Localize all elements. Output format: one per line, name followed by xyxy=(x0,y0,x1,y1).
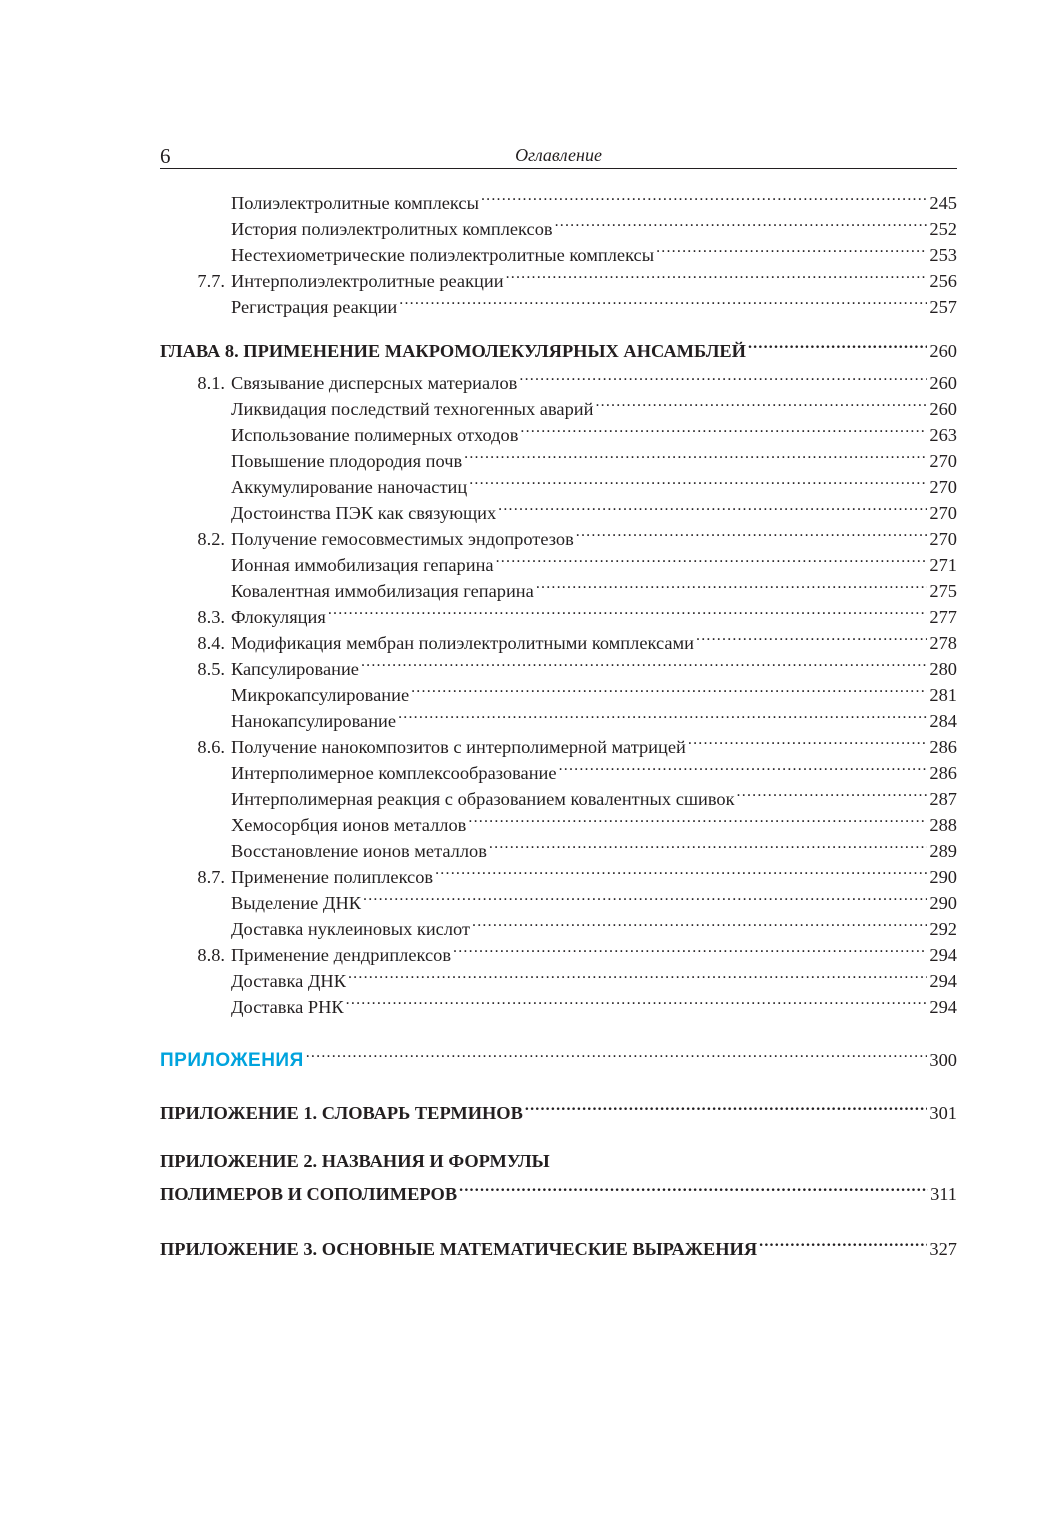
toc-appendices[interactable] xyxy=(160,1040,957,1071)
toc-entry-title: Использование полимерных отходов xyxy=(231,425,519,445)
dot-leader xyxy=(348,961,927,987)
dot-leader xyxy=(468,805,927,831)
toc-entry-page: 286 xyxy=(929,763,957,783)
toc-entry-number: 8.6. xyxy=(197,737,225,757)
toc-entry-title: Доставка нуклеиновых кислот xyxy=(231,919,471,939)
toc-entry-title: Полиэлектролитные комплексы xyxy=(231,193,479,213)
dot-leader xyxy=(656,235,927,261)
toc-entry-page: 280 xyxy=(929,659,957,679)
toc-entry-page: 300 xyxy=(929,1050,957,1070)
toc-entry-title: Микрокапсулирование xyxy=(231,685,410,705)
dot-leader xyxy=(469,467,927,493)
toc-entry-title: Ликвидация последствий техногенных аварий xyxy=(231,399,594,419)
dot-leader xyxy=(306,1040,928,1066)
toc-section-7-continued xyxy=(160,183,957,317)
toc-entry-title: Аккумулирование наночастиц xyxy=(231,477,468,497)
toc-entry-title: Доставка ДНК xyxy=(231,971,346,991)
toc-chapter-8[interactable] xyxy=(160,331,957,361)
toc-entry-page: 289 xyxy=(929,841,957,861)
dot-leader xyxy=(453,935,927,961)
toc-entry-number: 8.4. xyxy=(197,633,225,653)
toc-entry-page: 275 xyxy=(929,581,957,601)
toc-entry-title: ПРИЛОЖЕНИЯ xyxy=(160,1050,304,1071)
running-title: Оглавление xyxy=(515,145,602,165)
toc-entry-title: Связывание дисперсных материалов xyxy=(231,373,518,393)
toc-appendix-1[interactable] xyxy=(160,1093,957,1123)
toc-entry-title: Нестехиометрические полиэлектролитные комплексы xyxy=(231,245,655,265)
dot-leader xyxy=(498,493,927,519)
toc-entry-title: Хемосорбция ионов металлов xyxy=(231,815,467,835)
dot-leader xyxy=(399,287,927,313)
dot-leader xyxy=(748,331,927,357)
toc-entry-page: 290 xyxy=(929,867,957,887)
toc-entry-page: 281 xyxy=(929,685,957,705)
toc-entry-page: 271 xyxy=(929,555,957,575)
toc-entry-title: Применение полиплексов xyxy=(231,867,434,887)
dot-leader xyxy=(759,1229,927,1255)
toc-entry-page: 294 xyxy=(929,971,957,991)
toc-entry-title: Получение гемосовместимых эндопротезов xyxy=(231,529,574,549)
toc-entry-number: 8.8. xyxy=(197,945,225,965)
toc-subsection-entry[interactable] xyxy=(160,183,957,213)
dot-leader xyxy=(361,649,927,675)
dot-leader xyxy=(363,883,927,909)
toc-chapter-8-sections xyxy=(160,363,957,1017)
dot-leader xyxy=(346,987,928,1013)
toc-entry-title: Доставка РНК xyxy=(231,997,344,1017)
toc-entry-number: 8.1. xyxy=(197,373,225,393)
dot-leader xyxy=(559,753,928,779)
toc-entry-number: 8.3. xyxy=(197,607,225,627)
toc-entry-number: 8.7. xyxy=(197,867,225,887)
toc-entry-title: ПРИЛОЖЕНИЕ 1. СЛОВАРЬ ТЕРМИНОВ xyxy=(160,1103,523,1123)
toc-entry-page: 270 xyxy=(929,451,957,471)
dot-leader xyxy=(555,209,928,235)
toc-entry-title: Повышение плодородия почв xyxy=(231,451,463,471)
page-header xyxy=(160,142,957,169)
toc-entry-page: 294 xyxy=(929,945,957,965)
toc-entry-page: 260 xyxy=(929,399,957,419)
toc-entry-page: 270 xyxy=(929,529,957,549)
page-number: 6 xyxy=(160,144,171,168)
toc-appendix-2[interactable] xyxy=(160,1148,957,1204)
toc-entry-number: 8.5. xyxy=(197,659,225,679)
dot-leader xyxy=(328,597,928,623)
toc-entry-title: ГЛАВА 8. ПРИМЕНЕНИЕ МАКРОМОЛЕКУЛЯРНЫХ АНСАМБЛЕЙ xyxy=(160,341,746,361)
toc-entry-page: 287 xyxy=(929,789,957,809)
toc-entry-title: Выделение ДНК xyxy=(231,893,362,913)
dot-leader xyxy=(464,441,927,467)
dot-leader xyxy=(481,183,927,209)
dot-leader xyxy=(411,675,927,701)
dot-leader xyxy=(576,519,928,545)
toc-entry-page: 327 xyxy=(929,1239,957,1259)
toc-appendix-3[interactable] xyxy=(160,1229,957,1259)
toc-entry-page: 290 xyxy=(929,893,957,913)
toc-entry-page: 294 xyxy=(929,997,957,1017)
dot-leader xyxy=(435,857,927,883)
toc-entry-page: 284 xyxy=(929,711,957,731)
toc-entry-title: История полиэлектролитных комплексов xyxy=(231,219,553,239)
toc-entry-title: Интерполиэлектролитные реакции xyxy=(231,271,504,291)
dot-leader xyxy=(525,1093,928,1119)
toc-entry-number: 7.7. xyxy=(197,271,225,291)
toc-entry-title-line-1: ПРИЛОЖЕНИЕ 2. НАЗВАНИЯ И ФОРМУЛЫ xyxy=(160,1151,550,1171)
toc-entry-title: Достоинства ПЭК как связующих xyxy=(231,503,497,523)
dot-leader xyxy=(398,701,927,727)
toc-entry-page: 301 xyxy=(929,1103,957,1123)
toc-entry-title: Восстановление ионов металлов xyxy=(231,841,487,861)
toc-entry-title: Применение дендриплексов xyxy=(231,945,452,965)
dot-leader xyxy=(506,261,928,287)
dot-leader xyxy=(737,779,928,805)
toc-entry-number: 8.2. xyxy=(197,529,225,549)
dot-leader xyxy=(489,831,927,857)
toc-entry-title: Ковалентная иммобилизация гепарина xyxy=(231,581,534,601)
toc-entry-page: 288 xyxy=(929,815,957,835)
toc-entry-title: Регистрация реакции xyxy=(231,297,398,317)
toc-entry-page: 260 xyxy=(929,341,957,361)
toc-entry-title: Интерполимерное комплексообразование xyxy=(231,763,557,783)
dot-leader xyxy=(520,415,927,441)
toc-entry-page: 256 xyxy=(929,271,957,291)
toc-entry-title-line-2: ПОЛИМЕРОВ И СОПОЛИМЕРОВ xyxy=(160,1184,458,1204)
toc-entry-page: 270 xyxy=(929,477,957,497)
toc-entry-page: 263 xyxy=(929,425,957,445)
dot-leader xyxy=(472,909,927,935)
toc-entry-page: 311 xyxy=(930,1184,957,1204)
toc-entry-title: Интерполимерная реакция с образованием ковалентных сшивок xyxy=(231,789,735,809)
table-of-contents xyxy=(160,183,957,1259)
toc-entry-title: Получение нанокомпозитов с интерполимерной матрицей xyxy=(231,737,686,757)
dot-leader xyxy=(519,363,927,389)
toc-entry-page: 278 xyxy=(929,633,957,653)
toc-entry-page: 260 xyxy=(929,373,957,393)
dot-leader xyxy=(496,545,928,571)
toc-entry-page: 277 xyxy=(929,607,957,627)
toc-entry-title: Модификация мембран полиэлектролитными комплексами xyxy=(231,633,694,653)
dot-leader xyxy=(688,727,928,753)
toc-entry-title: Капсулирование xyxy=(231,659,359,679)
toc-entry-page: 270 xyxy=(929,503,957,523)
toc-entry-page: 292 xyxy=(929,919,957,939)
toc-entry-page: 257 xyxy=(929,297,957,317)
toc-entry-page: 286 xyxy=(929,737,957,757)
dot-leader xyxy=(459,1174,928,1200)
dot-leader xyxy=(536,571,928,597)
toc-entry-page: 245 xyxy=(929,193,957,213)
toc-entry-title: Нанокапсулирование xyxy=(231,711,397,731)
toc-entry-page: 252 xyxy=(929,219,957,239)
toc-entry-title: ПРИЛОЖЕНИЕ 3. ОСНОВНЫЕ МАТЕМАТИЧЕСКИЕ ВЫРАЖЕНИЯ xyxy=(160,1239,758,1259)
dot-leader xyxy=(595,389,927,415)
toc-entry-title: Флокуляция xyxy=(231,607,326,627)
toc-entry-page: 253 xyxy=(929,245,957,265)
toc-entry-title: Ионная иммобилизация гепарина xyxy=(231,555,494,575)
dot-leader xyxy=(696,623,927,649)
toc-section-entry[interactable] xyxy=(160,363,957,393)
